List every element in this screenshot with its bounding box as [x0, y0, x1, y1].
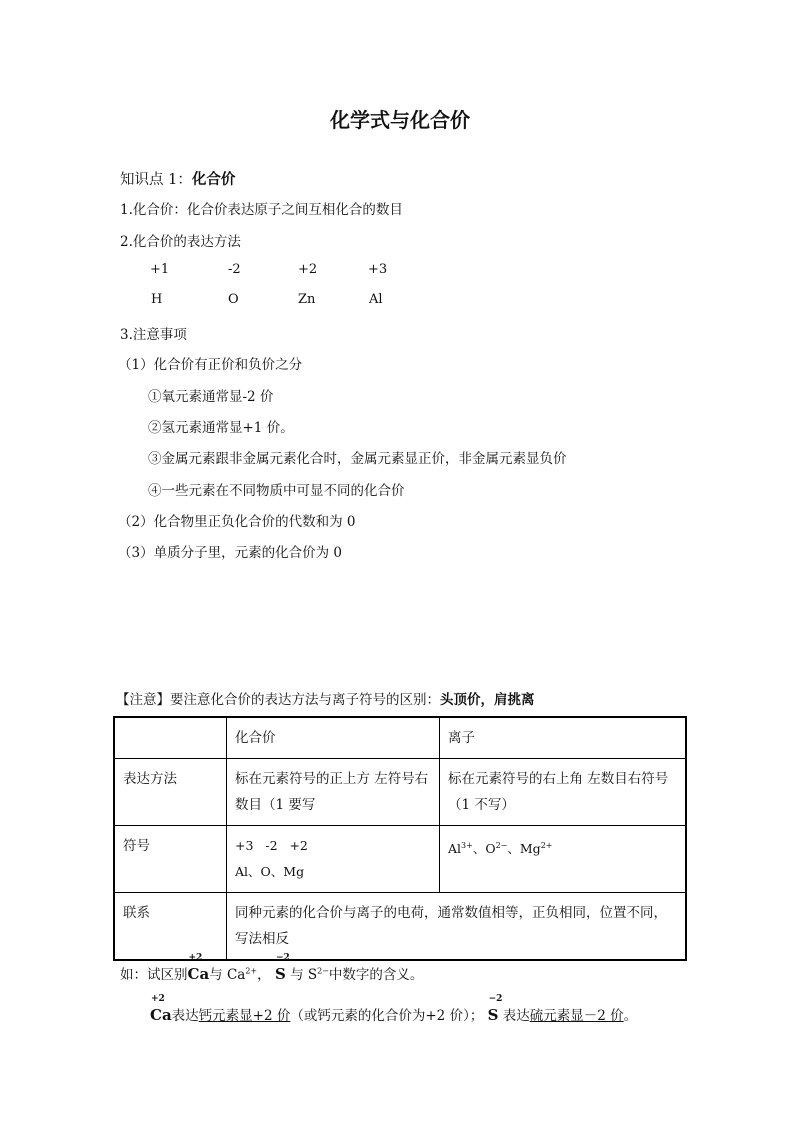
note-3: （3）单质分子里，元素的化合价为 0 — [118, 545, 342, 561]
table-cell: 同种元素的化合价与离子的电荷，通常数值相等，正负相同，位置不同，写法相反 — [227, 893, 687, 961]
explanation-text: 。 — [623, 1008, 638, 1024]
example-text: 与 Ca — [209, 967, 246, 983]
note-1b: ②氢元素通常显+1 价。 — [148, 420, 294, 436]
ion-mg-charge: 2+ — [540, 841, 553, 850]
ion-mg: 、Mg — [507, 841, 541, 857]
comparison-table — [113, 716, 687, 961]
ion-al: Al — [448, 841, 462, 857]
table-header-valence: 化合价 — [227, 717, 440, 759]
table-row — [114, 717, 686, 759]
explanation-text: 表达 — [171, 1008, 199, 1024]
note-2: （2）化合物里正负化合价的代数和为 0 — [118, 514, 356, 530]
valence-elements: Al、O、Mg — [235, 864, 305, 879]
attention-prefix: 【注意】要注意化合价的表达方法与离子符号的区别： — [116, 692, 440, 708]
example-text: 如：试区别 — [120, 967, 188, 983]
row-label: 表达方法 — [114, 759, 227, 826]
valence-h: +1 — [150, 262, 170, 277]
s-symbol: S — [487, 1006, 499, 1024]
ion-o: 、O — [472, 841, 496, 857]
element-zn: Zn — [298, 292, 316, 307]
ion-al-charge: 3+ — [461, 841, 473, 850]
note-1d: ④一些元素在不同物质中可显不同的化合价 — [148, 483, 405, 499]
table-cell — [114, 717, 227, 759]
s-valence-symbol — [274, 953, 290, 983]
section-prefix: 知识点 1： — [120, 172, 192, 188]
ca-valence-symbol — [150, 994, 172, 1024]
ca-charge: 2+ — [245, 966, 258, 976]
section-heading — [120, 168, 235, 189]
s-valence-symbol — [487, 994, 503, 1024]
note-1: （1）化合价有正价和负价之分 — [118, 357, 303, 373]
note-1c: ③金属元素跟非金属元素化合时，金属元素显正价，非金属元素显负价 — [148, 451, 567, 467]
attention-line — [116, 688, 535, 708]
ca-valence: +2 — [188, 953, 203, 963]
ion-o-charge: 2− — [495, 841, 508, 850]
valence-al: +3 — [368, 262, 388, 277]
explanation-text: 表达 — [502, 1008, 530, 1024]
element-al: Al — [369, 292, 383, 307]
table-row — [114, 826, 686, 893]
s-valence: −2 — [275, 953, 290, 963]
valence-o: -2 — [228, 262, 241, 277]
page-title: 化学式与化合价 — [330, 108, 470, 132]
example-explanation — [150, 994, 638, 1024]
underlined-answer: 硫元素显－2 价 — [529, 1008, 624, 1024]
note-1a: ①氧元素通常显-2 价 — [148, 389, 274, 405]
s-symbol: S — [274, 965, 286, 983]
example-text: 中数字的含义。 — [328, 967, 424, 983]
s-valence: −2 — [488, 994, 503, 1004]
paragraph-1: 1.化合价：化合价表达原子之间互相化合的数目 — [120, 202, 403, 218]
s-charge: 2− — [317, 966, 329, 976]
table-cell: 标在元素符号的正上方 左符号右数目（1 要写 — [227, 759, 440, 826]
table-header-ion: 离子 — [440, 717, 687, 759]
explanation-text: （或钙元素的化合价为+2 价）； — [290, 1008, 484, 1024]
paragraph-3: 3.注意事项 — [120, 327, 187, 343]
ca-valence: +2 — [151, 994, 165, 1004]
underlined-answer: 钙元素显+2 价 — [198, 1008, 291, 1024]
row-label: 联系 — [114, 893, 227, 961]
paragraph-2: 2.化合价的表达方法 — [120, 234, 241, 250]
example-text: 与 S — [290, 967, 318, 983]
row-label: 符号 — [114, 826, 227, 893]
valence-zn: +2 — [298, 262, 318, 277]
example-text: ， — [257, 967, 271, 983]
table-row — [114, 893, 686, 961]
ca-symbol: Ca — [187, 965, 210, 983]
table-cell: 标在元素符号的右上角 左数目右符号（1 不写） — [440, 759, 687, 826]
valence-numbers: +3 -2 +2 — [235, 838, 308, 853]
element-o: O — [228, 292, 239, 307]
example-line — [120, 953, 424, 983]
ca-symbol: Ca — [150, 1006, 172, 1024]
section-title: 化合价 — [191, 172, 236, 188]
attention-bold: 头顶价，肩挑离 — [440, 692, 535, 708]
element-h: H — [151, 292, 163, 307]
ca-valence-symbol — [187, 953, 210, 983]
table-row — [114, 759, 686, 826]
table-cell — [227, 826, 440, 893]
table-cell — [440, 826, 687, 893]
